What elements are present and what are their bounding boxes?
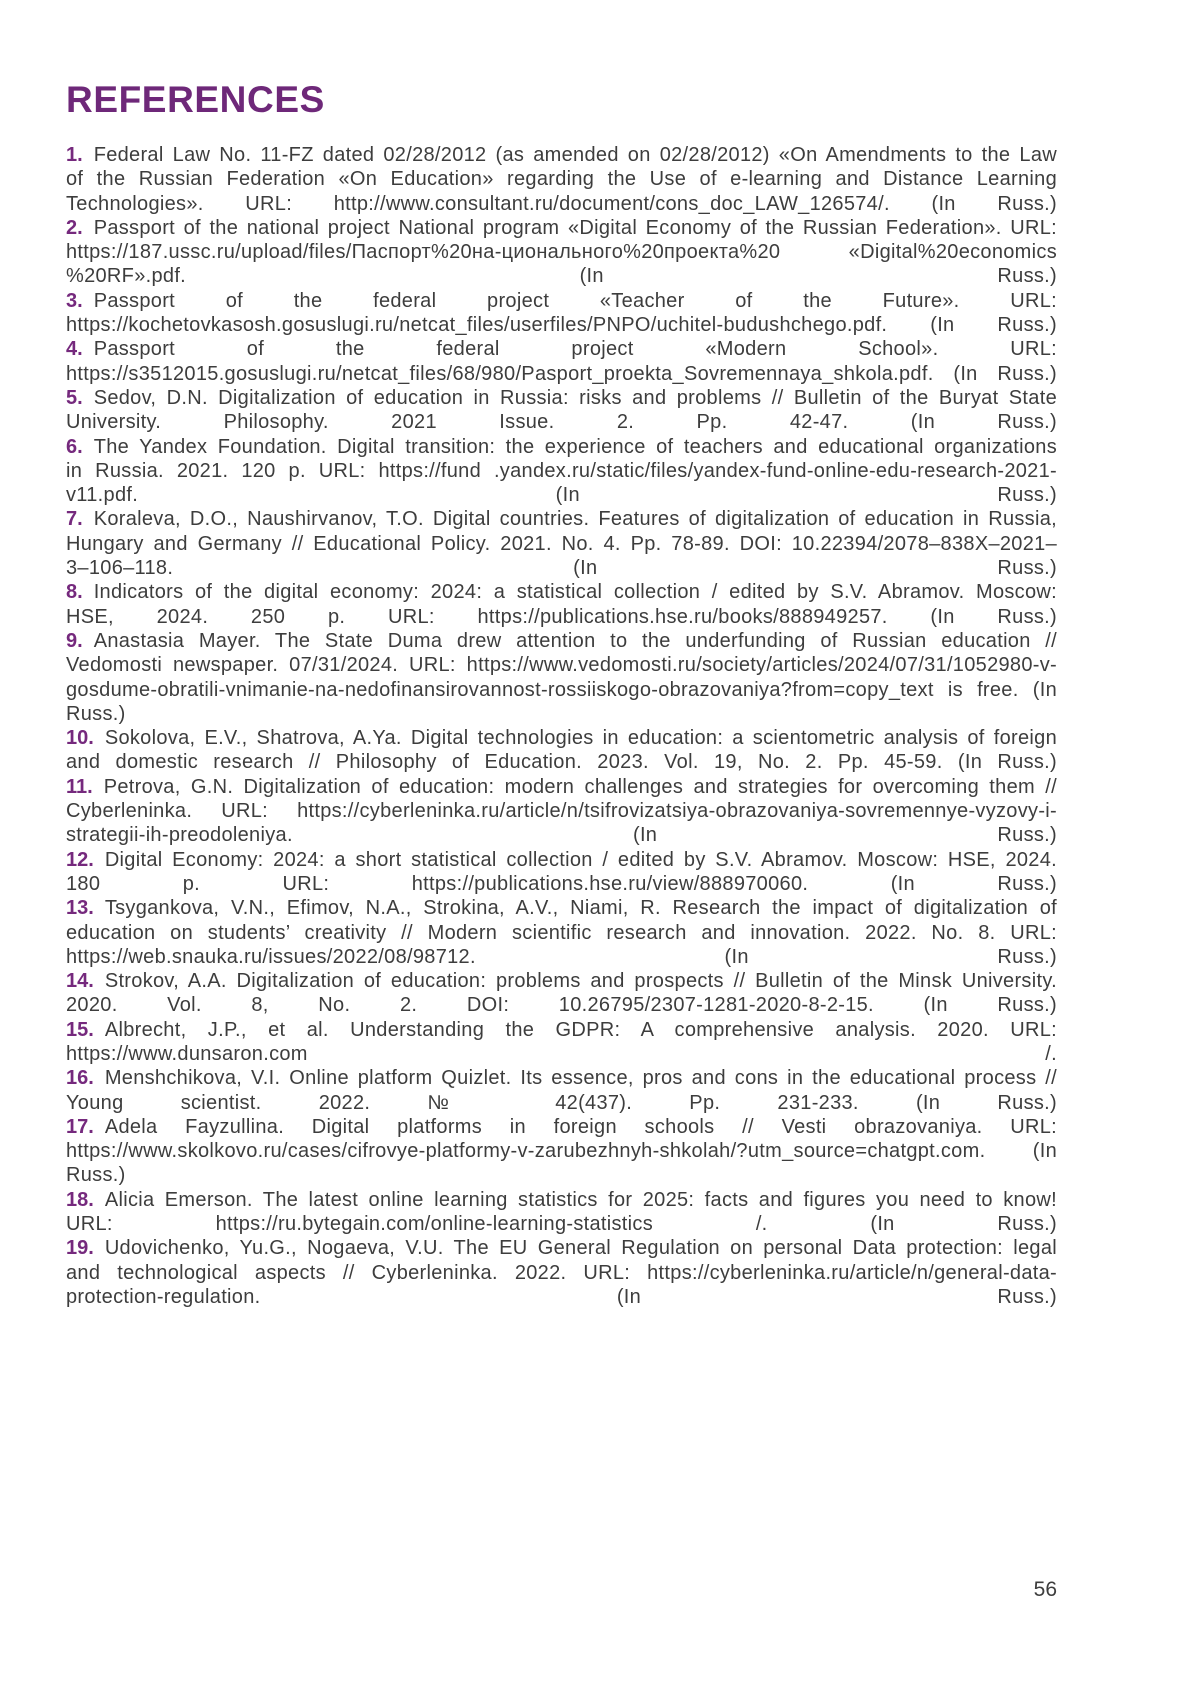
page-number: 56 (1033, 1578, 1057, 1601)
reference-item (66, 1066, 1057, 1115)
reference-item (66, 726, 1057, 775)
reference-number: 17. (66, 1115, 94, 1138)
reference-number: 6. (66, 435, 83, 458)
references-list (66, 143, 1057, 1309)
reference-text: Federal Law No. 11-FZ dated 02/28/2012 (as amended on 02/28/2012) «On Amendments to the Law of the Russian Federation «On Education» regarding the Use of e-learning and Distance Learning Technologies». URL: http://www.consultant.ru/document/cons_doc_LAW_126574/. (In Russ.) (66, 144, 1057, 215)
reference-number: 1. (66, 144, 83, 166)
reference-item (66, 337, 1057, 386)
reference-item (66, 969, 1057, 1018)
reference-item (66, 386, 1057, 435)
reference-number: 5. (66, 386, 83, 409)
reference-item (66, 435, 1057, 508)
reference-item (66, 289, 1057, 338)
reference-item (66, 1236, 1057, 1309)
reference-item (66, 775, 1057, 848)
reference-text: Koraleva, D.O., Naushirvanov, T.O. Digital countries. Features of digitalization of education in Russia, Hungary and Germany // Educational Policy. 2021. No. 4. Pp. 78-89. DOI: 10.22394/2078–838X–2021–3–106–118. (In Russ.) (66, 508, 1057, 580)
reference-number: 4. (66, 338, 83, 361)
reference-text: Adela Fayzullina. Digital platforms in foreign schools // Vesti obrazovaniya. URL: https://www.skolkovo.ru/cases/cifrovye-platformy-v-zarubezhnyh-shkolah/?utm_source=chatgpt.com. (In Russ.) (66, 1115, 1057, 1187)
reference-item (66, 848, 1057, 897)
reference-number: 18. (66, 1188, 94, 1211)
reference-item (66, 216, 1057, 289)
reference-text: Anastasia Mayer. The State Duma drew attention to the underfunding of Russian education // Vedomosti newspaper. 07/31/2024. URL: https://www.vedomosti.ru/society/articles/2024/07/31/1052980-v-gosdume-obratili-vnimanie-na-nedofinansirovannost-rossiiskogo-obrazovaniya?from=copy_text is free. (In Russ.) (66, 629, 1057, 725)
reference-text: Alicia Emerson. The latest online learning statistics for 2025: facts and figures you need to know! URL: https://ru.bytegain.com/online-learning-statistics /. (In Russ.) (66, 1188, 1057, 1236)
reference-text: Digital Economy: 2024: a short statistical collection / edited by S.V. Abramov. Moscow: HSE, 2024. 180 p. URL: https://publications.hse.ru/view/888970060. (In Russ.) (66, 848, 1057, 895)
reference-number: 14. (66, 970, 94, 993)
reference-text: Strokov, A.A. Digitalization of education: problems and prospects // Bulletin of the Minsk University. 2020. Vol. 8, No. 2. DOI: 10.26795/2307-1281-2020-8-2-15. (In Russ.) (66, 970, 1057, 1017)
reference-text: The Yandex Foundation. Digital transition: the experience of teachers and educational organizations in Russia. 2021. 120 p. URL: https://fund .yandex.ru/static/files/yandex-fund-online-edu-research-2021-v11.pdf. (In Russ.) (66, 435, 1057, 507)
reference-item (66, 629, 1057, 726)
reference-item (66, 1188, 1057, 1237)
reference-text: Passport of the federal project «Modern School». URL: https://s3512015.gosuslugi.ru/netcat_files/68/980/Pasport_proekta_Sovremennaya_shkola.pdf. (In Russ.) (66, 338, 1057, 385)
page-title: REFERENCES (66, 79, 325, 120)
reference-text: Sokolova, E.V., Shatrova, A.Ya. Digital technologies in education: a scientometric analysis of foreign and domestic research // Philosophy of Education. 2023. Vol. 19, No. 2. Pp. 45-59. (In Russ.) (66, 727, 1057, 774)
reference-number: 8. (66, 581, 83, 604)
reference-item (66, 896, 1057, 969)
reference-number: 3. (66, 289, 83, 312)
reference-number: 11. (66, 775, 93, 798)
reference-text: Menshchikova, V.I. Online platform Quizlet. Its essence, pros and cons in the educational process // Young scientist. 2022. № 42(437). Pp. 231-233. (In Russ.) (66, 1067, 1057, 1114)
reference-item (66, 507, 1057, 580)
reference-item (66, 1115, 1057, 1188)
reference-text: Passport of the federal project «Teacher of the Future». URL: https://kochetovkasosh.gosuslugi.ru/netcat_files/userfiles/PNPO/uchitel-budushchego.pdf. (In Russ.) (66, 289, 1057, 337)
reference-text: Passport of the national project National program «Digital Economy of the Russian Federation». URL: https://187.ussc.ru/upload/files/Паспорт%20на-ционального%20проекта%20 «Digital%20economics %20RF».pdf. (In Russ.) (66, 216, 1057, 288)
reference-number: 7. (66, 508, 83, 531)
reference-text: Tsygankova, V.N., Efimov, N.A., Strokina, A.V., Niami, R. Research the impact of digitalization of education on students’ creativity // Modern scientific research and innovation. 2022. No. 8. URL: https://web.snauka.ru/issues/2022/08/98712. (In Russ.) (66, 897, 1057, 968)
reference-text: Petrova, G.N. Digitalization of education: modern challenges and strategies for overcoming them // Cyberleninka. URL: https://cyberleninka.ru/article/n/tsifrovizatsiya-obrazovaniya-sovremennye-vyzovy-i-strategii-ih-preodoleniya. (In Russ.) (66, 775, 1057, 847)
reference-number: 19. (66, 1237, 94, 1260)
reference-number: 16. (66, 1067, 94, 1090)
reference-number: 10. (66, 727, 94, 750)
reference-item (66, 580, 1057, 629)
reference-number: 12. (66, 848, 94, 871)
reference-text: Udovichenko, Yu.G., Nogaeva, V.U. The EU General Regulation on personal Data protection: legal and technological aspects // Cyberleninka. 2022. URL: https://cyberleninka.ru/article/n/general-data-protection-regulation. (In Russ.) (66, 1237, 1057, 1308)
reference-number: 2. (66, 216, 83, 239)
reference-number: 13. (66, 897, 94, 920)
reference-text: Indicators of the digital economy: 2024: a statistical collection / edited by S.V. Abramov. Moscow: HSE, 2024. 250 p. URL: https://publications.hse.ru/books/888949257. (In Russ.) (66, 581, 1057, 628)
reference-number: 9. (66, 629, 83, 652)
reference-text: Albrecht, J.P., et al. Understanding the GDPR: A comprehensive analysis. 2020. URL: https://www.dunsaron.com /. (66, 1018, 1057, 1065)
reference-item (66, 143, 1057, 216)
reference-text: Sedov, D.N. Digitalization of education in Russia: risks and problems // Bulletin of the Buryat State University. Philosophy. 2021 Issue. 2. Pp. 42-47. (In Russ.) (66, 386, 1057, 434)
reference-item (66, 1018, 1057, 1067)
reference-number: 15. (66, 1018, 94, 1041)
